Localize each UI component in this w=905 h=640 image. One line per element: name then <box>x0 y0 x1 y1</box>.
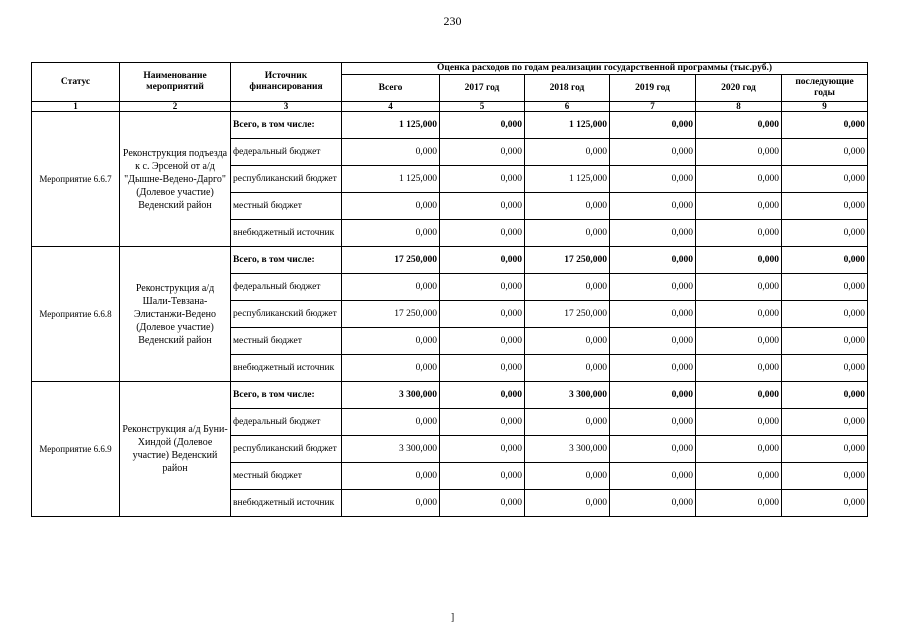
amount-cell: 0,000 <box>610 274 696 301</box>
amount-cell: 0,000 <box>696 328 782 355</box>
amount-cell: 0,000 <box>440 112 525 139</box>
header-2020: 2020 год <box>696 75 782 102</box>
amount-cell: 0,000 <box>610 490 696 517</box>
amount-cell: 0,000 <box>782 193 868 220</box>
amount-cell: 0,000 <box>782 463 868 490</box>
amount-cell: 17 250,000 <box>525 301 610 328</box>
amount-cell: 0,000 <box>610 463 696 490</box>
table-body <box>32 112 868 517</box>
amount-cell: 17 250,000 <box>342 247 440 274</box>
measure-status: Мероприятие 6.6.7 <box>32 112 120 247</box>
header-2019: 2019 год <box>610 75 696 102</box>
column-index: 2 <box>120 102 231 112</box>
funding-source: федеральный бюджет <box>231 274 342 301</box>
measure-name: Реконструкция подъезда к с. Эрсеной от а/д "Дышне-Ведено-Дарго" (Долевое участие) Веденский район <box>120 112 231 247</box>
amount-cell: 0,000 <box>782 166 868 193</box>
amount-cell: 0,000 <box>440 409 525 436</box>
amount-cell: 17 250,000 <box>342 301 440 328</box>
amount-cell: 0,000 <box>525 490 610 517</box>
amount-cell: 0,000 <box>696 166 782 193</box>
amount-cell: 0,000 <box>696 139 782 166</box>
header-later-years: последующие годы <box>782 75 868 102</box>
amount-cell: 0,000 <box>696 247 782 274</box>
amount-cell: 0,000 <box>782 409 868 436</box>
amount-cell: 0,000 <box>610 301 696 328</box>
footer-mark: ] <box>450 612 455 623</box>
amount-cell: 0,000 <box>610 193 696 220</box>
funding-source: местный бюджет <box>231 463 342 490</box>
amount-cell: 0,000 <box>440 436 525 463</box>
amount-cell: 0,000 <box>525 328 610 355</box>
amount-cell: 0,000 <box>525 220 610 247</box>
amount-cell: 0,000 <box>342 463 440 490</box>
amount-cell: 3 300,000 <box>525 382 610 409</box>
amount-cell: 0,000 <box>696 301 782 328</box>
amount-cell: 0,000 <box>525 409 610 436</box>
header-name: Наименование мероприятий <box>120 63 231 102</box>
amount-cell: 0,000 <box>525 274 610 301</box>
funding-source: местный бюджет <box>231 193 342 220</box>
amount-cell: 0,000 <box>610 112 696 139</box>
amount-cell: 0,000 <box>342 274 440 301</box>
header-2017: 2017 год <box>440 75 525 102</box>
measure-status: Мероприятие 6.6.8 <box>32 247 120 382</box>
amount-cell: 0,000 <box>342 355 440 382</box>
funding-source: республиканский бюджет <box>231 166 342 193</box>
amount-cell: 0,000 <box>525 355 610 382</box>
funding-source: федеральный бюджет <box>231 409 342 436</box>
amount-cell: 0,000 <box>440 490 525 517</box>
amount-cell: 0,000 <box>696 220 782 247</box>
amount-cell: 0,000 <box>696 355 782 382</box>
amount-cell: 0,000 <box>440 139 525 166</box>
funding-source: Всего, в том числе: <box>231 247 342 274</box>
amount-cell: 0,000 <box>782 355 868 382</box>
amount-cell: 0,000 <box>782 301 868 328</box>
amount-cell: 0,000 <box>696 112 782 139</box>
amount-cell: 0,000 <box>440 301 525 328</box>
amount-cell: 0,000 <box>342 139 440 166</box>
amount-cell: 0,000 <box>610 220 696 247</box>
page-number: 230 <box>443 14 462 28</box>
amount-cell: 0,000 <box>610 382 696 409</box>
amount-cell: 0,000 <box>440 328 525 355</box>
amount-cell: 0,000 <box>696 490 782 517</box>
amount-cell: 0,000 <box>696 274 782 301</box>
amount-cell: 0,000 <box>342 328 440 355</box>
amount-cell: 3 300,000 <box>342 436 440 463</box>
amount-cell: 0,000 <box>525 193 610 220</box>
amount-cell: 0,000 <box>610 247 696 274</box>
amount-cell: 1 125,000 <box>342 166 440 193</box>
amount-cell: 0,000 <box>782 436 868 463</box>
amount-cell: 0,000 <box>342 220 440 247</box>
amount-cell: 0,000 <box>610 409 696 436</box>
measure-name: Реконструкция а/д Буни-Хиндой (Долевое участие) Веденский район <box>120 382 231 517</box>
header-2018: 2018 год <box>525 75 610 102</box>
amount-cell: 0,000 <box>696 193 782 220</box>
column-index: 7 <box>610 102 696 112</box>
amount-cell: 3 300,000 <box>342 382 440 409</box>
funding-source: внебюджетный источник <box>231 490 342 517</box>
table-row <box>32 382 868 409</box>
amount-cell: 0,000 <box>342 409 440 436</box>
amount-cell: 0,000 <box>696 382 782 409</box>
amount-cell: 0,000 <box>782 274 868 301</box>
header-status: Статус <box>32 63 120 102</box>
amount-cell: 0,000 <box>782 490 868 517</box>
amount-cell: 0,000 <box>610 436 696 463</box>
amount-cell: 0,000 <box>782 247 868 274</box>
amount-cell: 0,000 <box>440 220 525 247</box>
amount-cell: 0,000 <box>440 166 525 193</box>
amount-cell: 1 125,000 <box>525 112 610 139</box>
amount-cell: 0,000 <box>440 463 525 490</box>
funding-source: внебюджетный источник <box>231 220 342 247</box>
amount-cell: 0,000 <box>696 409 782 436</box>
column-index: 5 <box>440 102 525 112</box>
funding-source: Всего, в том числе: <box>231 112 342 139</box>
column-index: 3 <box>231 102 342 112</box>
amount-cell: 0,000 <box>610 139 696 166</box>
amount-cell: 0,000 <box>782 112 868 139</box>
amount-cell: 0,000 <box>782 382 868 409</box>
funding-source: местный бюджет <box>231 328 342 355</box>
funding-source: республиканский бюджет <box>231 301 342 328</box>
amount-cell: 0,000 <box>610 328 696 355</box>
header-estimate: Оценка расходов по годам реализации государственной программы (тыс.руб.) <box>342 63 868 75</box>
amount-cell: 0,000 <box>440 274 525 301</box>
amount-cell: 1 125,000 <box>525 166 610 193</box>
amount-cell: 0,000 <box>525 139 610 166</box>
measure-name: Реконструкция а/д Шали-Тевзана-Элистанжи-Ведено (Долевое участие) Веденский район <box>120 247 231 382</box>
amount-cell: 0,000 <box>610 166 696 193</box>
amount-cell: 0,000 <box>525 463 610 490</box>
column-index: 8 <box>696 102 782 112</box>
column-index: 1 <box>32 102 120 112</box>
column-index: 4 <box>342 102 440 112</box>
funding-source: Всего, в том числе: <box>231 382 342 409</box>
amount-cell: 0,000 <box>440 247 525 274</box>
header-total: Всего <box>342 75 440 102</box>
funding-source: федеральный бюджет <box>231 139 342 166</box>
amount-cell: 0,000 <box>782 328 868 355</box>
table-row <box>32 247 868 274</box>
amount-cell: 0,000 <box>782 220 868 247</box>
budget-table <box>31 62 868 517</box>
funding-source: внебюджетный источник <box>231 355 342 382</box>
amount-cell: 0,000 <box>696 463 782 490</box>
amount-cell: 0,000 <box>696 436 782 463</box>
measure-status: Мероприятие 6.6.9 <box>32 382 120 517</box>
header-source: Источник финансирования <box>231 63 342 102</box>
column-index: 6 <box>525 102 610 112</box>
amount-cell: 0,000 <box>342 193 440 220</box>
amount-cell: 0,000 <box>610 355 696 382</box>
amount-cell: 3 300,000 <box>525 436 610 463</box>
amount-cell: 0,000 <box>440 193 525 220</box>
amount-cell: 1 125,000 <box>342 112 440 139</box>
funding-source: республиканский бюджет <box>231 436 342 463</box>
amount-cell: 0,000 <box>782 139 868 166</box>
amount-cell: 17 250,000 <box>525 247 610 274</box>
column-index: 9 <box>782 102 868 112</box>
amount-cell: 0,000 <box>440 355 525 382</box>
amount-cell: 0,000 <box>440 382 525 409</box>
amount-cell: 0,000 <box>342 490 440 517</box>
table-row <box>32 112 868 139</box>
